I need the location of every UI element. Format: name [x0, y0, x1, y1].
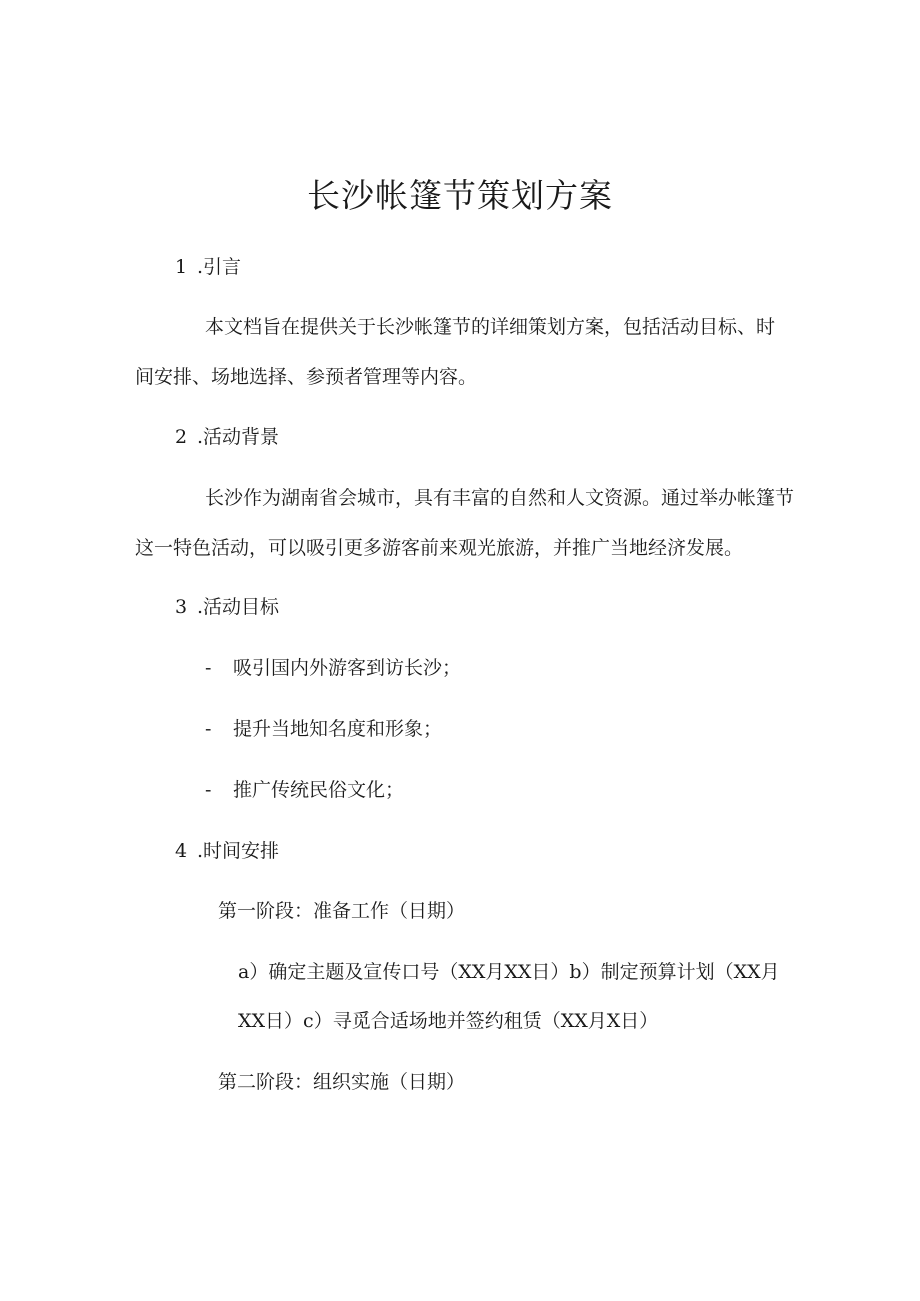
section-number: 3	[175, 596, 188, 618]
section-2-paragraph-line-1: 长沙作为湖南省会城市，具有丰富的自然和人文资源。通过举办帐篷节	[205, 487, 795, 509]
phase-1-detail-line-2: XX日）c）寻觅合适场地并签约租赁（XX月X日）	[238, 1010, 659, 1032]
phase-1-label: 第一阶段：准备工作（日期）	[218, 900, 466, 922]
section-2-paragraph-line-2: 这一特色活动，可以吸引更多游客前来观光旅游，并推广当地经济发展。	[135, 537, 744, 559]
section-title: .引言	[197, 256, 242, 278]
goal-bullet-1	[205, 655, 461, 681]
phase-1-detail-line-1: a）确定主题及宣传口号（XX月XX日）b）制定预算计划（XX月	[238, 961, 780, 983]
section-2-heading	[175, 424, 279, 450]
bullet-marker: -	[205, 718, 212, 740]
bullet-text: 提升当地知名度和形象；	[233, 718, 443, 740]
bullet-marker: -	[205, 779, 212, 801]
section-number: 2	[175, 426, 188, 448]
section-title: .活动背景	[197, 426, 280, 448]
section-1-paragraph-line-1: 本文档旨在提供关于长沙帐篷节的详细策划方案，包括活动目标、时	[205, 316, 776, 338]
section-3-heading	[175, 594, 279, 620]
goal-bullet-2	[205, 716, 442, 742]
document-title: 长沙帐篷节策划方案	[307, 176, 613, 215]
section-1-heading	[175, 254, 241, 280]
bullet-text: 推广传统民俗文化；	[233, 779, 405, 801]
section-number: 1	[175, 256, 188, 278]
phase-2-label: 第二阶段：组织实施（日期）	[218, 1071, 466, 1093]
bullet-text: 吸引国内外游客到访长沙；	[233, 657, 462, 679]
bullet-marker: -	[205, 657, 212, 679]
goal-bullet-3	[205, 777, 404, 803]
section-title: .活动目标	[197, 596, 280, 618]
section-title: .时间安排	[197, 840, 280, 862]
section-number: 4	[175, 840, 188, 862]
section-4-heading	[175, 838, 279, 864]
section-1-paragraph-line-2: 间安排、场地选择、参预者管理等内容。	[135, 366, 478, 388]
